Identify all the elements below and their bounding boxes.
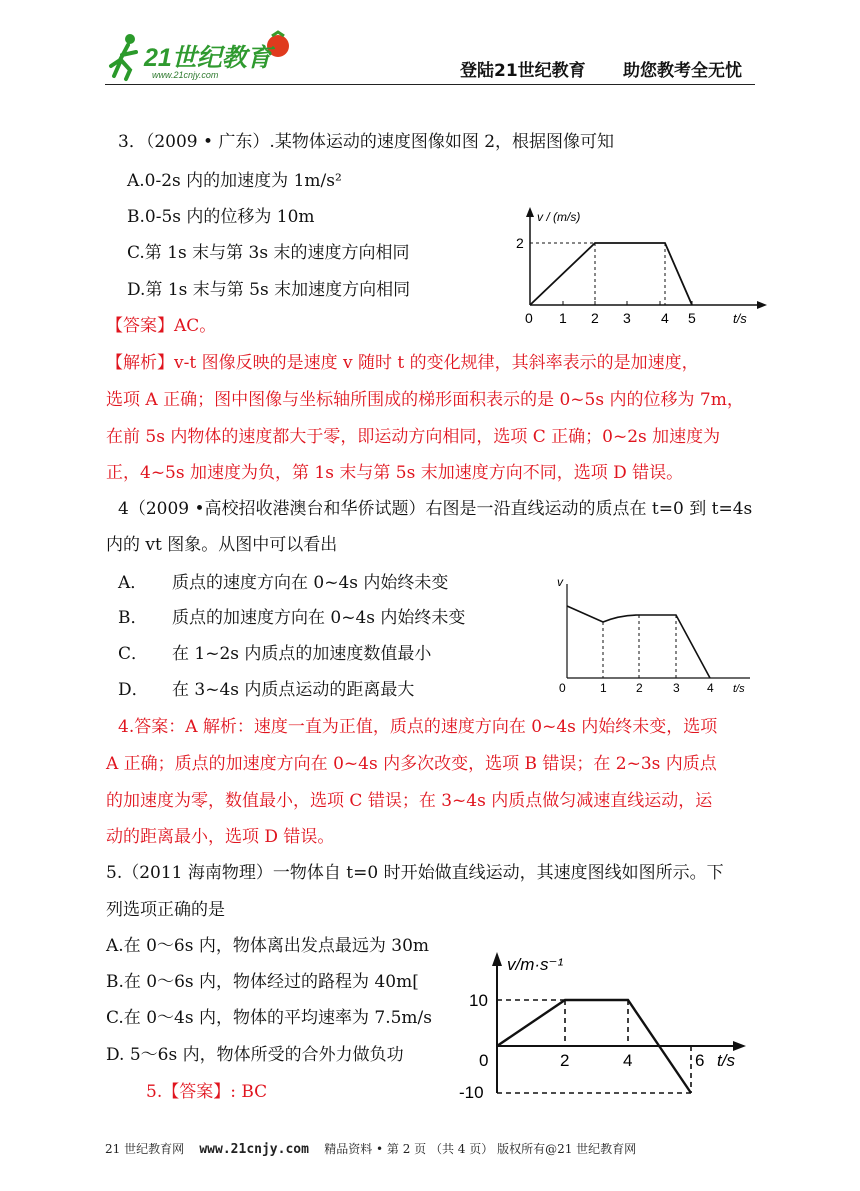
q5-vt-graph bbox=[455, 948, 760, 1106]
q3-option-d: D.第 1s 末与第 5s 末加速度方向相同 bbox=[127, 280, 411, 300]
logo-url: www.21cnjy.com bbox=[152, 70, 219, 80]
x-tick-label: 5 bbox=[688, 310, 696, 326]
page-footer bbox=[105, 1140, 765, 1157]
q3-analysis-line: 【解析】v-t 图像反映的是速度 v 随时 t 的变化规律，其斜率表示的是加速度， bbox=[106, 353, 699, 373]
q4-answer-line: 动的距离最小，选项 D 错误。 bbox=[106, 827, 335, 847]
q4-option-text: 在 3~4s 内质点运动的距离最大 bbox=[172, 680, 415, 700]
y-tick-label: -10 bbox=[459, 1083, 484, 1102]
footer-url[interactable]: www.21cnjy.com bbox=[199, 1142, 309, 1157]
x-axis-arrow bbox=[733, 1041, 746, 1051]
footer-site: 21 世纪教育网 bbox=[105, 1142, 185, 1156]
y-axis-arrow bbox=[526, 207, 534, 217]
q5-stem-line: 列选项正确的是 bbox=[106, 900, 225, 920]
x-axis-label: t/s bbox=[733, 683, 745, 695]
y-axis-label: v / (m/s) bbox=[537, 210, 581, 224]
x-tick-label: 3 bbox=[673, 681, 680, 695]
q3-option-c: C.第 1s 末与第 3s 末的速度方向相同 bbox=[127, 243, 410, 263]
x-tick-label: 4 bbox=[707, 681, 714, 695]
y-axis-label: v bbox=[557, 575, 563, 589]
q5-option: D. 5～6s 内，物体所受的合外力做负功 bbox=[106, 1045, 404, 1065]
footer-page-info: 精品资料 • 第 2 页 （共 4 页） 版权所有@21 世纪教育网 bbox=[324, 1142, 637, 1156]
x-tick-label: 4 bbox=[661, 310, 669, 326]
x-tick-label: 2 bbox=[560, 1051, 570, 1070]
x-axis-label: t/s bbox=[717, 1051, 735, 1070]
q3-option-b: B.0-5s 内的位移为 10m bbox=[127, 207, 315, 227]
q4-answer-line: 的加速度为零，数值最小，选项 C 错误；在 3~4s 内质点做匀减速直线运动，运 bbox=[106, 791, 713, 811]
header-divider bbox=[105, 84, 755, 85]
y-tick-label: 0 bbox=[479, 1051, 489, 1070]
x-tick-label: 0 bbox=[559, 681, 566, 695]
slogan-right: 助您教考全无忧 bbox=[623, 61, 742, 81]
q3-analysis-line: 正，4~5s 加速度为负，第 1s 末与第 5s 末加速度方向不同，选项 D 错误。 bbox=[106, 463, 684, 483]
x-tick-label: 1 bbox=[559, 310, 567, 326]
q4-option-letter: D． bbox=[118, 680, 149, 700]
q3-answer: 【答案】AC。 bbox=[106, 316, 217, 336]
logo-text: 21世纪教育 bbox=[144, 44, 272, 72]
x-tick-label: 1 bbox=[600, 681, 607, 695]
y-axis-arrow bbox=[492, 952, 502, 966]
q5-stem-line: 5.（2011 海南物理）一物体自 t=0 时开始做直线运动，其速度图线如图所示。下 bbox=[106, 863, 724, 883]
x-tick-label: 0 bbox=[525, 310, 533, 326]
q4-option-text: 质点的速度方向在 0~4s 内始终未变 bbox=[172, 573, 449, 593]
x-tick-label: 3 bbox=[623, 310, 631, 326]
q4-answer-line: A 正确；质点的加速度方向在 0~4s 内多次改变，选项 B 错误；在 2~3s 内质点 bbox=[106, 754, 717, 774]
site-logo bbox=[108, 30, 308, 82]
y-axis-label: v/m·s⁻¹ bbox=[507, 955, 564, 974]
x-tick-label: 2 bbox=[636, 681, 643, 695]
q5-option: B.在 0～6s 内，物体经过的路程为 40m[ bbox=[106, 972, 419, 992]
q3-analysis-line: 选项 A 正确；图中图像与坐标轴所围成的梯形面积表示的是 0~5s 内的位移为 7m， bbox=[106, 390, 744, 410]
y-tick-label: 2 bbox=[516, 235, 524, 251]
q5-option: C.在 0～4s 内，物体的平均速率为 7.5m/s bbox=[106, 1008, 432, 1028]
q3-stem: 3．（2009 • 广东）.某物体运动的速度图像如图 2，根据图像可知 bbox=[118, 132, 615, 152]
slogan-left: 登陆21世纪教育 bbox=[460, 61, 586, 81]
y-tick-label: 10 bbox=[469, 991, 488, 1010]
x-tick-label: 2 bbox=[591, 310, 599, 326]
q4-option-text: 质点的加速度方向在 0~4s 内始终未变 bbox=[172, 608, 466, 628]
q4-stem-line: 内的 vt 图象。从图中可以看出 bbox=[106, 535, 338, 555]
q4-vt-graph bbox=[545, 572, 760, 697]
q5-option: A.在 0～6s 内，物体离出发点最远为 30m bbox=[106, 936, 429, 956]
q4-option-text: 在 1~2s 内质点的加速度数值最小 bbox=[172, 644, 432, 664]
x-axis-arrow bbox=[757, 301, 767, 309]
q4-option-letter: C． bbox=[118, 644, 149, 664]
q4-option-letter: A． bbox=[118, 573, 148, 593]
q4-option-letter: B． bbox=[118, 608, 148, 628]
q3-analysis-line: 在前 5s 内物体的速度都大于零，即运动方向相同，选项 C 正确；0~2s 加速度为 bbox=[106, 427, 721, 447]
x-tick-label: 4 bbox=[623, 1051, 633, 1070]
q4-answer-line: 4.答案：A 解析：速度一直为正值，质点的速度方向在 0~4s 内始终未变，选项 bbox=[118, 717, 718, 737]
velocity-line bbox=[530, 243, 692, 305]
q4-stem-line: 4（2009 •高校招收港澳台和华侨试题）右图是一沿直线运动的质点在 t=0 到 t=4s bbox=[118, 499, 753, 519]
q5-answer: 5.【答案】: BC bbox=[146, 1082, 268, 1102]
x-axis-label: t/s bbox=[733, 311, 747, 326]
q3-option-a: A.0-2s 内的加速度为 1m/s² bbox=[127, 171, 342, 191]
q3-vt-graph bbox=[505, 205, 770, 330]
x-tick-label: 6 bbox=[695, 1051, 705, 1070]
